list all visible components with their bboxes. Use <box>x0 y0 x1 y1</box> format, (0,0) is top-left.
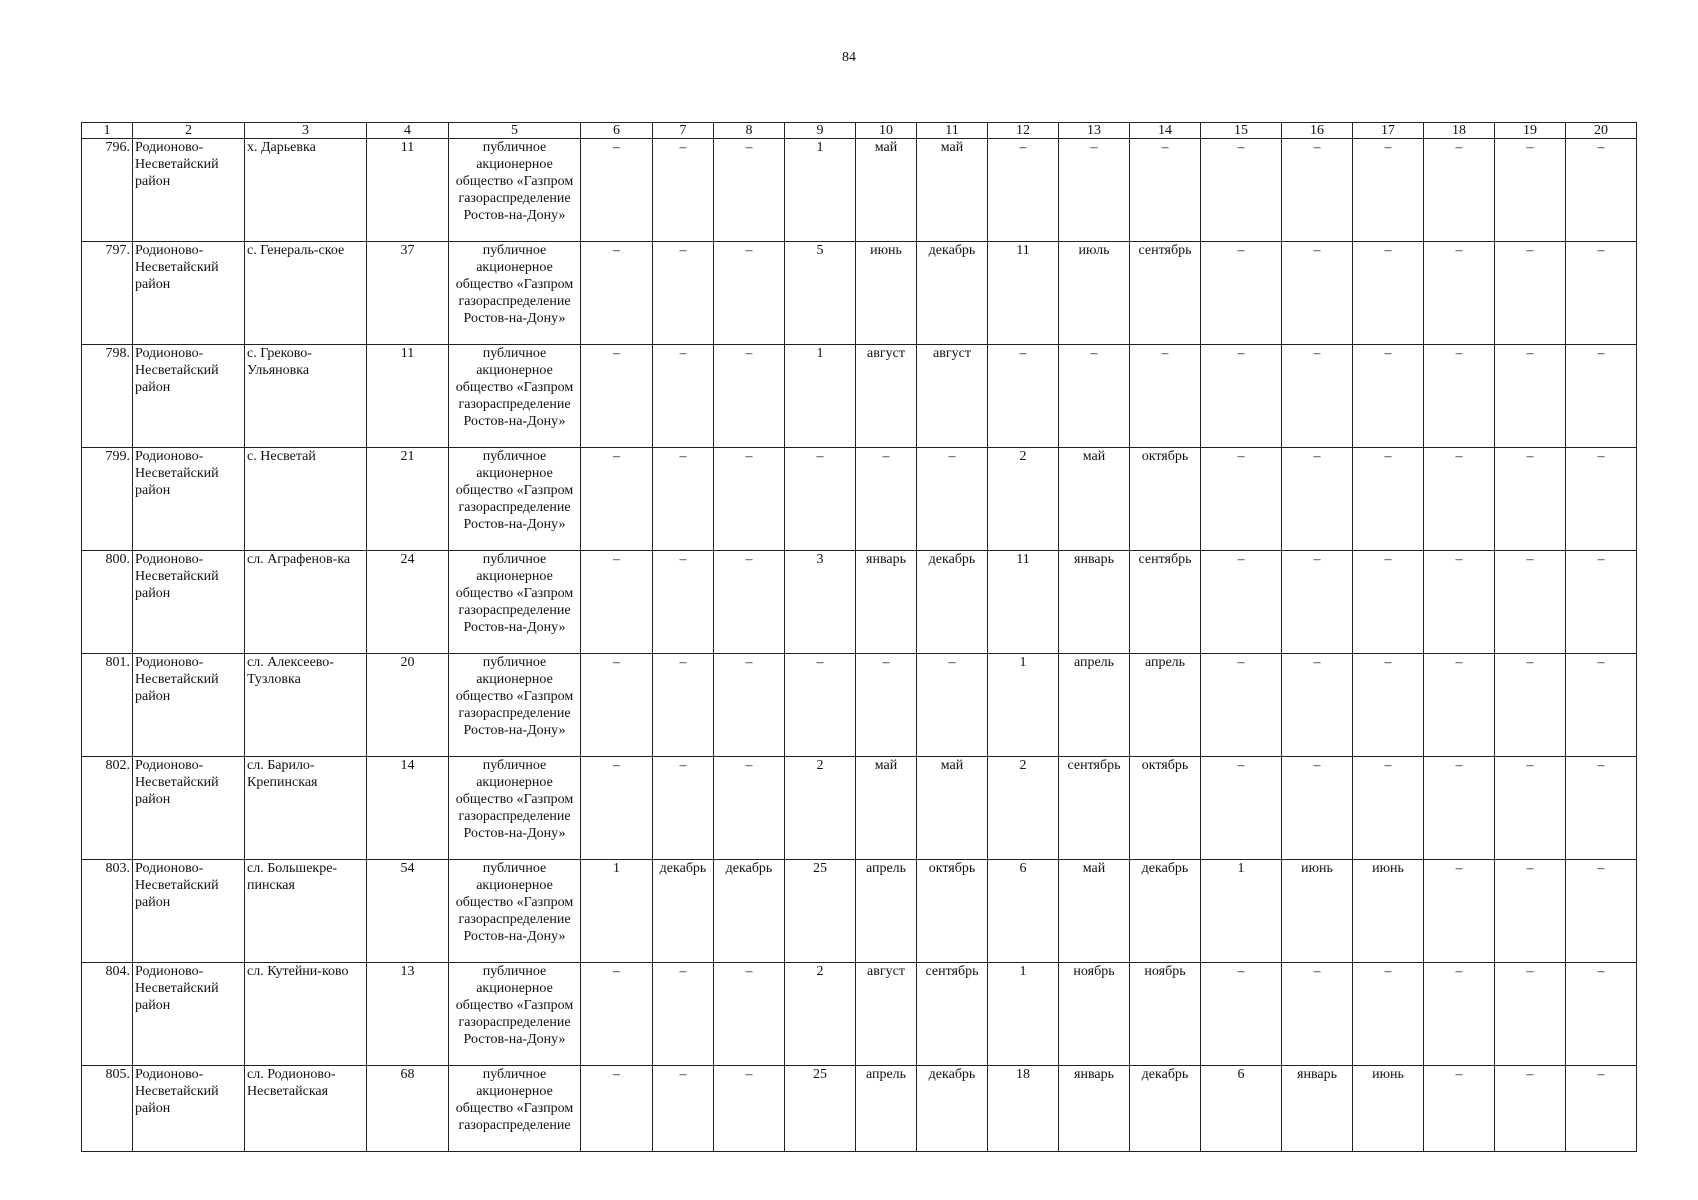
table-cell: – <box>917 448 988 551</box>
table-cell: 6 <box>988 860 1059 963</box>
owner-cell: публичное акционерное общество «Газпром газораспределение Ростов-на-Дону» <box>449 345 581 448</box>
table-cell: – <box>1424 139 1495 242</box>
owner-cell: публичное акционерное общество «Газпром газораспределение Ростов-на-Дону» <box>449 551 581 654</box>
table-cell: – <box>988 345 1059 448</box>
table-cell: сентябрь <box>917 963 988 1066</box>
table-cell: май <box>917 757 988 860</box>
table-cell: – <box>653 448 714 551</box>
district-cell: Родионово-Несветайский район <box>133 963 245 1066</box>
table-cell: 18 <box>988 1066 1059 1152</box>
table-cell: 2 <box>785 757 856 860</box>
table-cell: – <box>581 654 653 757</box>
table-cell: – <box>1424 551 1495 654</box>
table-cell: – <box>714 963 785 1066</box>
settlement-cell: сл. Кутейни-ково <box>245 963 367 1066</box>
table-row <box>82 654 1637 757</box>
header-cell: 20 <box>1566 123 1637 139</box>
table-row <box>82 448 1637 551</box>
row-number: 796. <box>82 139 133 242</box>
table-cell: 2 <box>988 757 1059 860</box>
district-cell: Родионово-Несветайский район <box>133 757 245 860</box>
table-row <box>82 139 1637 242</box>
table-cell: январь <box>1059 1066 1130 1152</box>
table-cell: – <box>1201 345 1282 448</box>
header-cell: 3 <box>245 123 367 139</box>
table-cell: – <box>581 242 653 345</box>
table-cell: – <box>1566 242 1637 345</box>
table-cell: апрель <box>856 1066 917 1152</box>
table-cell: июнь <box>1353 860 1424 963</box>
owner-cell: публичное акционерное общество «Газпром газораспределение Ростов-на-Дону» <box>449 242 581 345</box>
table-cell: – <box>714 551 785 654</box>
table-cell: сентябрь <box>1130 551 1201 654</box>
table-cell: – <box>1566 963 1637 1066</box>
table-cell: – <box>1424 345 1495 448</box>
table-cell: – <box>714 448 785 551</box>
table-cell: – <box>653 757 714 860</box>
table-cell: 2 <box>988 448 1059 551</box>
count-cell: 21 <box>367 448 449 551</box>
table-cell: 1 <box>988 963 1059 1066</box>
table-cell: – <box>1282 242 1353 345</box>
table-cell: – <box>1201 551 1282 654</box>
district-cell: Родионово-Несветайский район <box>133 1066 245 1152</box>
settlement-cell: сл. Алексеево-Тузловка <box>245 654 367 757</box>
table-cell: – <box>1424 654 1495 757</box>
settlement-cell: сл. Аграфенов-ка <box>245 551 367 654</box>
table-cell: 6 <box>1201 1066 1282 1152</box>
table-cell: – <box>714 654 785 757</box>
header-cell: 10 <box>856 123 917 139</box>
table-cell: – <box>653 242 714 345</box>
count-cell: 37 <box>367 242 449 345</box>
row-number: 803. <box>82 860 133 963</box>
settlement-cell: с. Генераль-ское <box>245 242 367 345</box>
table-cell: – <box>581 345 653 448</box>
table-cell: – <box>1424 963 1495 1066</box>
header-cell: 18 <box>1424 123 1495 139</box>
table-cell: – <box>714 242 785 345</box>
table-cell: – <box>1282 654 1353 757</box>
table-cell: – <box>1282 139 1353 242</box>
table-cell: – <box>581 448 653 551</box>
table-cell: – <box>1201 963 1282 1066</box>
header-cell: 12 <box>988 123 1059 139</box>
district-cell: Родионово-Несветайский район <box>133 139 245 242</box>
table-cell: – <box>1201 654 1282 757</box>
count-cell: 11 <box>367 345 449 448</box>
table-cell: 1 <box>988 654 1059 757</box>
count-cell: 20 <box>367 654 449 757</box>
table-cell: 1 <box>785 345 856 448</box>
table-cell: – <box>1495 551 1566 654</box>
header-cell: 14 <box>1130 123 1201 139</box>
table-cell: – <box>1495 345 1566 448</box>
table-cell: декабрь <box>917 551 988 654</box>
settlement-cell: с. Несветай <box>245 448 367 551</box>
table-cell: – <box>1353 757 1424 860</box>
row-number: 801. <box>82 654 133 757</box>
table-cell: – <box>917 654 988 757</box>
table-cell: май <box>917 139 988 242</box>
table-row <box>82 963 1637 1066</box>
count-cell: 54 <box>367 860 449 963</box>
count-cell: 14 <box>367 757 449 860</box>
table-cell: апрель <box>856 860 917 963</box>
settlement-cell: сл. Большекре-пинская <box>245 860 367 963</box>
table-cell: – <box>1059 345 1130 448</box>
owner-cell: публичное акционерное общество «Газпром газораспределение <box>449 1066 581 1152</box>
table-cell: – <box>714 1066 785 1152</box>
table-cell: – <box>1059 139 1130 242</box>
table-cell: – <box>856 654 917 757</box>
table-cell: 1 <box>581 860 653 963</box>
table-cell: январь <box>1282 1066 1353 1152</box>
table-cell: – <box>1424 860 1495 963</box>
table-row <box>82 1066 1637 1152</box>
table-cell: – <box>1130 139 1201 242</box>
table-cell: – <box>653 139 714 242</box>
table-cell: – <box>1495 654 1566 757</box>
table-cell: 1 <box>1201 860 1282 963</box>
table-cell: – <box>1495 448 1566 551</box>
table-cell: октябрь <box>917 860 988 963</box>
header-row <box>82 123 1637 139</box>
table-cell: – <box>581 1066 653 1152</box>
row-number: 805. <box>82 1066 133 1152</box>
settlement-cell: сл. Барило-Крепинская <box>245 757 367 860</box>
table-cell: – <box>1282 448 1353 551</box>
table-cell: – <box>581 551 653 654</box>
table-cell: 11 <box>988 551 1059 654</box>
table-cell: – <box>1201 242 1282 345</box>
table-cell: июнь <box>856 242 917 345</box>
table-cell: апрель <box>1059 654 1130 757</box>
table-cell: январь <box>1059 551 1130 654</box>
owner-cell: публичное акционерное общество «Газпром газораспределение Ростов-на-Дону» <box>449 654 581 757</box>
table-cell: 25 <box>785 1066 856 1152</box>
table-row <box>82 242 1637 345</box>
table-cell: июль <box>1059 242 1130 345</box>
table-cell: июнь <box>1282 860 1353 963</box>
table-cell: – <box>1495 963 1566 1066</box>
header-cell: 5 <box>449 123 581 139</box>
header-cell: 13 <box>1059 123 1130 139</box>
row-number: 800. <box>82 551 133 654</box>
row-number: 804. <box>82 963 133 1066</box>
table-cell: – <box>1566 1066 1637 1152</box>
table-cell: – <box>1424 757 1495 860</box>
owner-cell: публичное акционерное общество «Газпром газораспределение Ростов-на-Дону» <box>449 139 581 242</box>
row-number: 798. <box>82 345 133 448</box>
district-cell: Родионово-Несветайский район <box>133 448 245 551</box>
table-cell: – <box>1424 1066 1495 1152</box>
table-cell: ноябрь <box>1130 963 1201 1066</box>
table-body <box>82 139 1637 1152</box>
table-cell: ноябрь <box>1059 963 1130 1066</box>
table-cell: 3 <box>785 551 856 654</box>
header-cell: 16 <box>1282 123 1353 139</box>
owner-cell: публичное акционерное общество «Газпром газораспределение Ростов-на-Дону» <box>449 860 581 963</box>
table-cell: – <box>581 139 653 242</box>
table-cell: – <box>1353 242 1424 345</box>
page-number: 84 <box>842 50 856 65</box>
table-cell: – <box>1566 654 1637 757</box>
header-cell: 2 <box>133 123 245 139</box>
table-cell: август <box>856 963 917 1066</box>
data-table <box>81 122 1637 1152</box>
table-cell: – <box>653 1066 714 1152</box>
table-row <box>82 345 1637 448</box>
table-cell: декабрь <box>917 242 988 345</box>
table-cell: – <box>1566 860 1637 963</box>
header-cell: 7 <box>653 123 714 139</box>
table-cell: – <box>581 963 653 1066</box>
table-cell: – <box>988 139 1059 242</box>
row-number: 802. <box>82 757 133 860</box>
header-cell: 17 <box>1353 123 1424 139</box>
table-cell: – <box>1201 448 1282 551</box>
table-cell: – <box>1282 345 1353 448</box>
table-cell: – <box>1495 1066 1566 1152</box>
table-cell: – <box>1353 345 1424 448</box>
table-cell: – <box>1495 242 1566 345</box>
header-cell: 19 <box>1495 123 1566 139</box>
district-cell: Родионово-Несветайский район <box>133 654 245 757</box>
table-cell: август <box>856 345 917 448</box>
table-cell: сентябрь <box>1059 757 1130 860</box>
table-cell: октябрь <box>1130 757 1201 860</box>
table-cell: май <box>856 757 917 860</box>
district-cell: Родионово-Несветайский район <box>133 345 245 448</box>
table-cell: сентябрь <box>1130 242 1201 345</box>
district-cell: Родионово-Несветайский район <box>133 242 245 345</box>
count-cell: 24 <box>367 551 449 654</box>
table-cell: – <box>1282 963 1353 1066</box>
table-cell: май <box>1059 860 1130 963</box>
table-cell: 11 <box>988 242 1059 345</box>
row-number: 797. <box>82 242 133 345</box>
table-cell: декабрь <box>653 860 714 963</box>
table-cell: – <box>1353 551 1424 654</box>
table-cell: 25 <box>785 860 856 963</box>
district-cell: Родионово-Несветайский район <box>133 551 245 654</box>
table-cell: декабрь <box>714 860 785 963</box>
table-cell: – <box>653 654 714 757</box>
row-number: 799. <box>82 448 133 551</box>
count-cell: 11 <box>367 139 449 242</box>
table-cell: – <box>1201 139 1282 242</box>
table-cell: январь <box>856 551 917 654</box>
table-cell: – <box>714 345 785 448</box>
table-cell: – <box>714 757 785 860</box>
settlement-cell: с. Греково-Ульяновка <box>245 345 367 448</box>
table-cell: 5 <box>785 242 856 345</box>
table-cell: декабрь <box>1130 860 1201 963</box>
table-row <box>82 551 1637 654</box>
table-cell: – <box>1566 448 1637 551</box>
header-cell: 1 <box>82 123 133 139</box>
table-cell: – <box>785 654 856 757</box>
header-cell: 8 <box>714 123 785 139</box>
table-cell: – <box>856 448 917 551</box>
table-cell: – <box>1566 757 1637 860</box>
header-cell: 9 <box>785 123 856 139</box>
table-cell: май <box>1059 448 1130 551</box>
table-cell: – <box>1566 345 1637 448</box>
count-cell: 68 <box>367 1066 449 1152</box>
owner-cell: публичное акционерное общество «Газпром газораспределение Ростов-на-Дону» <box>449 963 581 1066</box>
table-cell: 1 <box>785 139 856 242</box>
table-cell: – <box>1566 551 1637 654</box>
table-cell: октябрь <box>1130 448 1201 551</box>
table-cell: – <box>1495 757 1566 860</box>
table-cell: – <box>1424 242 1495 345</box>
header-cell: 6 <box>581 123 653 139</box>
table-cell: – <box>1201 757 1282 860</box>
header-cell: 15 <box>1201 123 1282 139</box>
table-cell: – <box>1282 551 1353 654</box>
table-cell: – <box>653 345 714 448</box>
table-cell: декабрь <box>917 1066 988 1152</box>
table-cell: – <box>581 757 653 860</box>
table-cell: – <box>1495 860 1566 963</box>
table-cell: – <box>785 448 856 551</box>
table-cell: – <box>653 551 714 654</box>
district-cell: Родионово-Несветайский район <box>133 860 245 963</box>
table-cell: май <box>856 139 917 242</box>
table-cell: – <box>653 963 714 1066</box>
settlement-cell: х. Дарьевка <box>245 139 367 242</box>
table-row <box>82 860 1637 963</box>
table-cell: – <box>1353 963 1424 1066</box>
table-cell: апрель <box>1130 654 1201 757</box>
count-cell: 13 <box>367 963 449 1066</box>
table-cell: – <box>1353 654 1424 757</box>
table-cell: – <box>1130 345 1201 448</box>
owner-cell: публичное акционерное общество «Газпром газораспределение Ростов-на-Дону» <box>449 757 581 860</box>
table-cell: – <box>1353 448 1424 551</box>
table-cell: август <box>917 345 988 448</box>
table-cell: июнь <box>1353 1066 1424 1152</box>
header-cell: 11 <box>917 123 988 139</box>
table-cell: – <box>1353 139 1424 242</box>
table-cell: декабрь <box>1130 1066 1201 1152</box>
table-cell: – <box>1495 139 1566 242</box>
table-cell: – <box>714 139 785 242</box>
table-row <box>82 757 1637 860</box>
table-cell: – <box>1566 139 1637 242</box>
settlement-cell: сл. Родионово-Несветайская <box>245 1066 367 1152</box>
owner-cell: публичное акционерное общество «Газпром газораспределение Ростов-на-Дону» <box>449 448 581 551</box>
table-cell: – <box>1282 757 1353 860</box>
table-cell: – <box>1424 448 1495 551</box>
table-cell: 2 <box>785 963 856 1066</box>
header-cell: 4 <box>367 123 449 139</box>
